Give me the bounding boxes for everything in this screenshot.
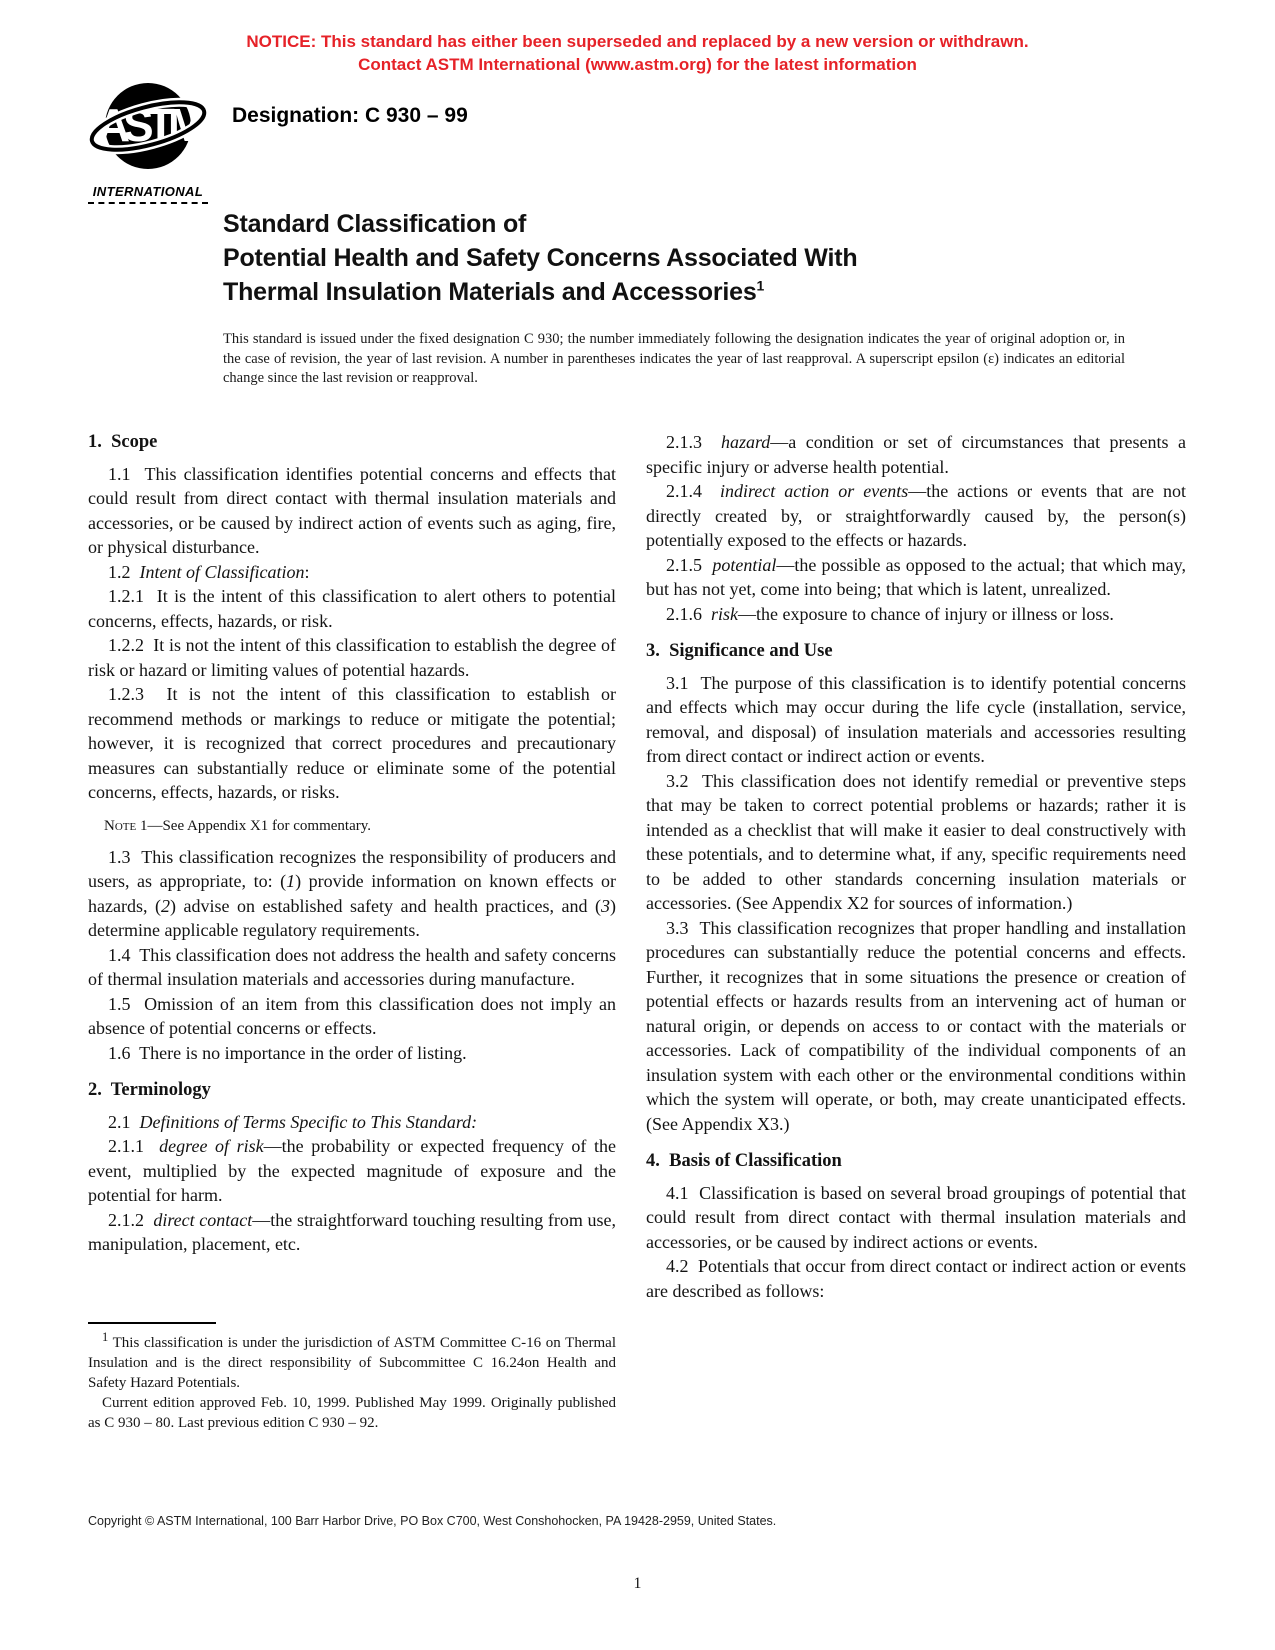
text-run: 2. Terminology <box>88 1080 211 1100</box>
text-run: 4.2 Potentials that occur from direct contact or indirect action or events are described as follows: <box>646 1256 1186 1301</box>
paragraph <box>88 1134 616 1208</box>
paragraph <box>88 682 616 805</box>
paragraph <box>646 602 1186 627</box>
text-run: —the possible as opposed to the actual; that which may, but has not yet, come into being; that which is latent, unrealized. <box>646 554 1187 599</box>
text-run: 1.2.2 It is not the intent of this classification to establish the degree of risk or hazard or limiting values of potential hazards. <box>88 635 616 680</box>
text-run: 1.4 This classification does not address the health and safety concerns of thermal insulation materials and accessories during manufacture. <box>88 944 616 989</box>
text-run: 2.1.2 <box>108 1209 154 1230</box>
issuance-note: This standard is issued under the fixed designation C 930; the number immediately following the designation indicates the year of original adoption or, in the case of revision, the year of last revision. A number in parentheses indicates the year of last reapproval. A superscript epsilon (ε) indicates an editorial change since the last revision or reapproval. <box>223 331 1125 386</box>
text-run: : <box>304 561 310 582</box>
paragraph <box>88 943 616 992</box>
copyright-line: Copyright © ASTM International, 100 Barr Harbor Drive, PO Box C700, West Conshohocken, PA 19428-2959, United States. <box>88 1514 777 1528</box>
text-run: 1.2.1 It is the intent of this classification to alert others to potential concerns, effects, hazards, or risk. <box>88 586 616 631</box>
text-run: 3.3 This classification recognizes that proper handling and installation procedures can substantially reduce the potential concerns and effects. Further, it recognizes that in some situations the presence or creation of potential effects or hazards results from an intervening act of human or natural origin, or depends on access to or contact with the materials or accessories. Lack of compatibility of the individual components of an insulation system with each other or the environmental conditions within which the system will operate, or both, may create unanticipated effects. (See Appendix X3.) <box>646 917 1186 1134</box>
text-run: Current edition approved Feb. 10, 1999. Published May 1999. Originally published as C 930 – 80. Last previous edition C 930 – 92. <box>88 1395 616 1431</box>
paragraph <box>88 1393 616 1433</box>
text-run: 4.1 Classification is based on several broad groupings of potential that could result from direct contact with thermal insulation materials and accessories, or be caused by indirect actions or events. <box>646 1182 1186 1252</box>
right-column <box>646 430 1186 1303</box>
page-number: 1 <box>633 1575 642 1592</box>
text-run: 1.5 Omission of an item from this classification does not imply an absence of potential concerns or effects. <box>88 993 616 1038</box>
left-column <box>88 430 616 1257</box>
text-run: 1—See Appendix X1 for commentary. <box>136 817 372 834</box>
text-run: 2.1.4 <box>666 481 720 501</box>
paragraph <box>88 1208 616 1257</box>
paragraph <box>646 671 1186 769</box>
section-heading <box>646 639 1186 664</box>
text-run: 3. Significance and Use <box>646 641 833 661</box>
footnote-block <box>88 1322 616 1433</box>
text-run: —the straightforward touching resulting from use, manipulation, placement, etc. <box>88 1209 617 1254</box>
paragraph <box>88 633 616 682</box>
text-run: 1.2.3 It is not the intent of this classification to establish or recommend methods or markings to reduce or mitigate the potential; however, it is recognized that correct procedures and precautionary measures can substantially reduce or eliminate some of the potential concerns, effects, hazards, or risks. <box>88 684 616 802</box>
paragraph <box>646 1254 1186 1303</box>
designation-text: Designation: C 930 – 99 <box>232 104 468 127</box>
text-run: 1.6 There is no importance in the order of listing. <box>108 1042 467 1063</box>
footnote-paragraphs <box>88 1330 616 1433</box>
paragraph <box>88 462 616 560</box>
paragraph <box>88 816 616 836</box>
text-run: hazard <box>720 432 771 452</box>
text-run: 2.1.5 <box>666 554 713 575</box>
paragraph <box>88 1330 616 1393</box>
section-heading <box>88 430 616 455</box>
text-run: 2.1.1 <box>108 1136 160 1156</box>
text-run: 2.1 <box>108 1111 140 1132</box>
astm-logo <box>88 80 208 204</box>
text-run: 1.1 This classification identifies potential concerns and effects that could result from direct contact with thermal insulation materials and accessories, or be caused by indirect action of events such as aging, fire, or physical disturbance. <box>88 463 616 557</box>
text-run: degree of risk <box>159 1136 264 1156</box>
paragraph <box>646 479 1186 553</box>
text-run: indirect action or events <box>719 481 909 501</box>
astm-logo-subtext: INTERNATIONAL <box>88 184 208 204</box>
title-line-3: Thermal Insulation Materials and Accessories$^1$ <box>223 277 765 306</box>
text-run: potential <box>712 554 777 575</box>
paragraph <box>646 916 1186 1137</box>
paragraph <box>88 1110 616 1135</box>
text-run: 1 <box>286 871 296 891</box>
paragraph <box>646 1181 1186 1255</box>
text-run: 1.3 This classification recognizes the responsibility of producers and users, as appropriate, to: ( <box>88 846 616 891</box>
text-run: direct contact <box>153 1209 253 1230</box>
paragraph <box>646 553 1186 602</box>
notice-line-1: NOTICE: This standard has either been superseded and replaced by a new version or withdrawn. <box>246 32 1029 51</box>
section-heading <box>646 1149 1186 1174</box>
text-run: 2.1.3 <box>666 432 721 452</box>
notice-banner <box>0 30 1275 76</box>
text-run: Note <box>104 817 137 834</box>
text-run: —the exposure to chance of injury or illness or loss. <box>738 603 1114 624</box>
text-run: —the probability or expected frequency of the event, multiplied by the expected magnitude of exposure and the potential for harm. <box>88 1136 616 1205</box>
text-run: ) determine applicable regulatory requirements. <box>88 895 616 940</box>
paragraph <box>88 560 616 585</box>
text-run: Definitions of Terms Specific to This Standard: <box>139 1111 478 1132</box>
text-run: 3.1 The purpose of this classification is to identify potential concerns and effects which may occur during the life cycle (installation, service, removal, and disposal) of insulation materials and accessories resulting from direct contact or indirect action or events. <box>646 672 1186 766</box>
text-run: 4. Basis of Classification <box>646 1151 842 1171</box>
paragraph <box>646 430 1186 479</box>
notice-line-2: Contact ASTM International (www.astm.org) for the latest information <box>358 55 917 74</box>
paragraph <box>88 1041 616 1066</box>
paragraph <box>88 992 616 1041</box>
paragraph <box>88 845 616 943</box>
text-run: This classification is under the jurisdiction of ASTM Committee C-16 on Thermal Insulation and is the direct responsibility of Subcommittee C 16.24on Health and Safety Hazard Potentials. <box>88 1335 616 1391</box>
text-run: 3.2 This classification does not identify remedial or preventive steps that may be taken to correct potential problems or hazards; rather it is intended as a checklist that will make it easier to deal constructively with these potentials, and to determine what, if any, specific requirements need to be added to other standards concerning insulation materials or accessories. (See Appendix X2 for sources of information.) <box>646 770 1186 913</box>
text-run: 1. Scope <box>88 432 158 452</box>
section-heading <box>88 1078 616 1103</box>
text-run: ) advise on established safety and health practices, and ( <box>169 895 601 916</box>
document-title <box>223 207 857 309</box>
text-run: —a condition or set of circumstances that presents a specific injury or adverse health potential. <box>646 432 1186 477</box>
svg-text:ASTM: ASTM <box>96 99 200 151</box>
title-line-1: Standard Classification of <box>223 210 527 238</box>
text-run: Intent of Classification <box>139 561 305 582</box>
text-run: 2 <box>160 895 170 916</box>
title-line-2: Potential Health and Safety Concerns Associated With <box>223 244 858 272</box>
title-footnote-ref: 1 <box>756 277 765 294</box>
astm-logo-icon <box>88 80 208 178</box>
text-run: 3 <box>601 895 610 916</box>
text-run: —the actions or events that are not directly created by, or straightforwardly caused by, the person(s) potentially exposed to the effects or hazards. <box>646 481 1187 550</box>
paragraph <box>646 769 1186 916</box>
text-run: 1.2 <box>108 561 140 582</box>
footnote-rule <box>88 1322 216 1324</box>
text-run: ) provide information on known effects or hazards, ( <box>88 871 616 916</box>
text-run: risk <box>711 603 738 624</box>
text-run: 1 <box>102 1330 109 1344</box>
text-run: 2.1.6 <box>666 603 711 624</box>
paragraph <box>88 584 616 633</box>
